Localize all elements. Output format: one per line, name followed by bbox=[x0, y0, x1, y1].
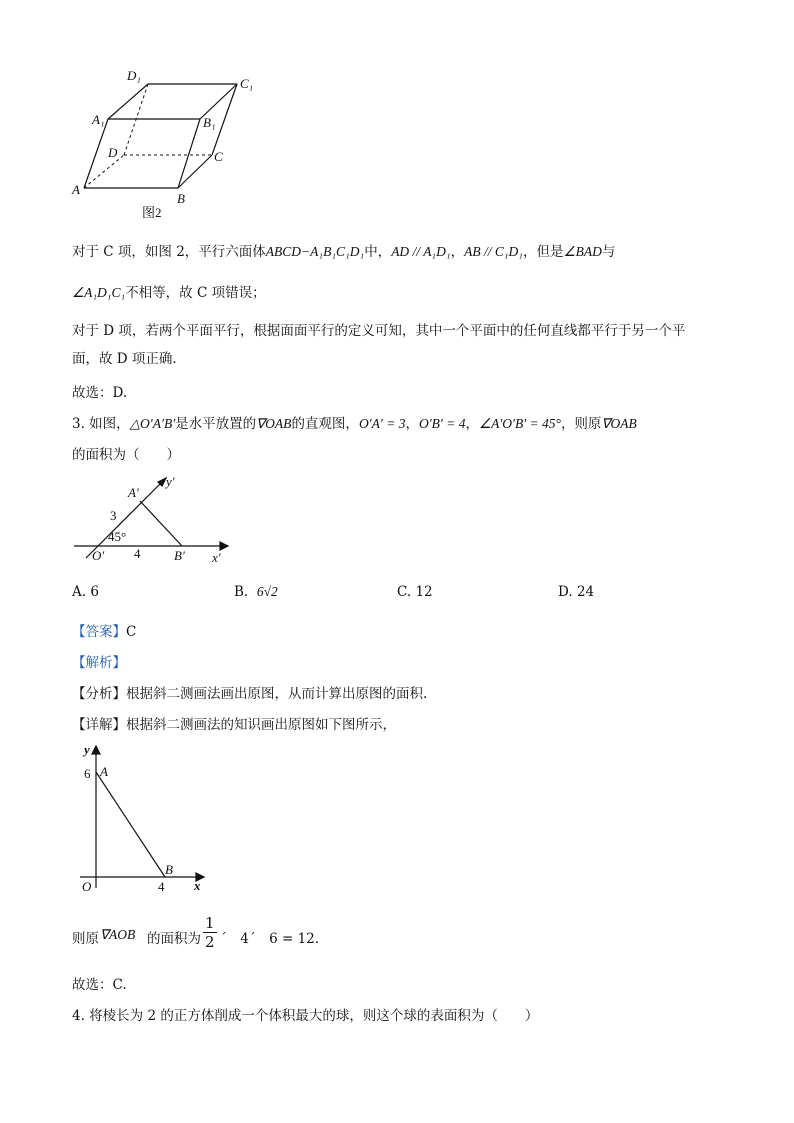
q3-text-3: ，则原 bbox=[560, 416, 602, 432]
q3-number: 3. 如图， bbox=[72, 416, 130, 432]
option-b-text: 6√2 bbox=[256, 584, 278, 599]
edge-AA1 bbox=[84, 119, 108, 188]
edge-CC1 bbox=[212, 84, 237, 155]
q3-triangle: △O′A′B′ bbox=[129, 416, 176, 431]
parallelepiped-figure bbox=[60, 60, 270, 225]
select-answer-q2: 故选：D. bbox=[72, 385, 128, 401]
label-angle-45: 45° bbox=[108, 529, 127, 544]
option-c[interactable] bbox=[397, 584, 433, 600]
xiangjie-tag: 【详解】 bbox=[72, 717, 126, 733]
option-c-text-d: 与 bbox=[601, 244, 616, 260]
answer-value: C bbox=[126, 624, 137, 640]
q3-original-triangle-2: ∇OAB bbox=[601, 416, 637, 431]
y-axis-arrowhead bbox=[92, 746, 100, 754]
xiangjie-text: 根据斜二测画法的知识画出原图如下图所示， bbox=[126, 717, 396, 733]
option-a-text: 6 bbox=[90, 584, 99, 600]
option-a-letter: A. bbox=[72, 584, 87, 600]
label-B1: B₁ bbox=[203, 115, 216, 130]
label-y-prime: y′ bbox=[166, 474, 175, 489]
angle-BAD: ∠BAD bbox=[563, 244, 602, 259]
label-O-prime: O′ bbox=[92, 548, 105, 563]
label-length-4: 4 bbox=[134, 546, 141, 561]
option-c-text-a: 对于 C 项，如图 2，平行六面体 bbox=[72, 244, 266, 260]
select-answer-q3: 故选：C. bbox=[72, 977, 127, 993]
option-d-line2: 面，故 D 项正确. bbox=[72, 351, 177, 367]
intuitive-figure bbox=[70, 470, 240, 570]
option-b-letter: B. bbox=[234, 584, 249, 600]
q3-eq-2: O′B′ = 4 bbox=[418, 416, 466, 431]
q3-text-2: 的直观图， bbox=[291, 416, 359, 432]
area-mid: 的面积为 bbox=[147, 931, 201, 947]
option-c-text: 12 bbox=[415, 584, 433, 600]
label-A: A bbox=[72, 182, 80, 197]
label-y: y bbox=[84, 742, 90, 757]
option-d-letter: D. bbox=[558, 584, 573, 600]
option-d-text: 24 bbox=[576, 584, 595, 600]
solid-name: ABCD−A₁B₁C₁D₁ bbox=[265, 244, 365, 259]
option-b[interactable] bbox=[234, 584, 278, 600]
label-x: x bbox=[194, 878, 201, 893]
label-A-prime: A′ bbox=[128, 485, 139, 500]
angle-A1D1C1: ∠A₁D₁C₁ bbox=[72, 285, 126, 300]
area-pre: 则原 bbox=[72, 931, 99, 947]
label-D1: D₁ bbox=[127, 68, 141, 83]
question-3-line2: 的面积为（ ） bbox=[72, 447, 180, 463]
label-B-original: B bbox=[165, 862, 173, 877]
option-d-line1: 对于 D 项，若两个平面平行，根据面面平行的定义可知，其中一个平面中的任何直线都平行于另一个平 bbox=[72, 323, 686, 339]
option-c-letter: C. bbox=[397, 584, 412, 600]
fenxi-text: 根据斜二测画法画出原图，从而计算出原图的面积. bbox=[126, 686, 428, 702]
xiangjie-line bbox=[72, 713, 396, 733]
label-D: D bbox=[108, 145, 118, 160]
x-axis-arrow bbox=[220, 542, 228, 550]
option-c-text-b: 中， bbox=[364, 244, 392, 260]
area-expr: ´ 4´ 6 = 12. bbox=[220, 931, 320, 947]
q3-eq-1: O′A′ = 3 bbox=[358, 416, 406, 431]
segment-AB-original bbox=[96, 772, 165, 877]
fraction bbox=[203, 914, 217, 951]
analysis-tag: 【解析】 bbox=[72, 655, 126, 671]
tick-4: 4 bbox=[158, 879, 165, 894]
fraction-denominator: 2 bbox=[205, 933, 215, 951]
original-figure bbox=[72, 740, 222, 895]
comma: ， bbox=[450, 244, 465, 260]
label-B-prime: B′ bbox=[174, 548, 185, 563]
answer-line bbox=[72, 620, 136, 640]
label-C: C bbox=[214, 149, 223, 164]
q3-text-1: 是水平放置的 bbox=[175, 416, 257, 432]
question-4: 4. 将棱长为 2 的正方体削成一个体积最大的球，则这个球的表面积为（ ） bbox=[72, 1008, 539, 1024]
segment-AB bbox=[140, 501, 182, 546]
area-triangle: ∇AOB bbox=[100, 927, 136, 942]
label-x-prime: x′ bbox=[212, 550, 221, 565]
parallel-2: AB // C₁D₁ bbox=[464, 244, 523, 259]
label-O: O bbox=[82, 879, 92, 894]
parallel-1: AD // A₁D₁ bbox=[391, 244, 451, 259]
fenxi-tag: 【分析】 bbox=[72, 686, 126, 702]
q3-eq-3: ∠A′O′B′ = 45° bbox=[478, 416, 561, 431]
question-3-line1: 3. 如图，△O′A′B′是水平放置的∇OAB的直观图，O′A′ = 3，O′B′ = 4，∠A′O′B′ = 45°，则原∇OAB bbox=[72, 416, 637, 432]
option-c-line1 bbox=[72, 240, 615, 260]
label-B: B bbox=[177, 191, 185, 206]
option-d[interactable] bbox=[558, 584, 594, 600]
answer-tag: 【答案】 bbox=[72, 624, 126, 640]
label-C1: C₁ bbox=[240, 76, 254, 91]
fenxi-line bbox=[72, 682, 427, 702]
option-c-line2 bbox=[72, 281, 266, 301]
label-A1: A₁ bbox=[92, 112, 105, 127]
figure-caption: 图2 bbox=[142, 205, 162, 220]
option-a[interactable] bbox=[72, 584, 99, 600]
option-c-text-e: 不相等，故 C 项错误； bbox=[125, 285, 266, 301]
tick-6: 6 bbox=[84, 766, 91, 781]
label-length-3: 3 bbox=[110, 508, 117, 523]
fraction-numerator: 1 bbox=[205, 914, 215, 932]
q3-original-triangle: ∇OAB bbox=[256, 416, 292, 431]
option-c-text-c: ，但是 bbox=[522, 244, 564, 260]
label-A-original: A bbox=[100, 764, 108, 779]
analysis-line bbox=[72, 651, 126, 671]
